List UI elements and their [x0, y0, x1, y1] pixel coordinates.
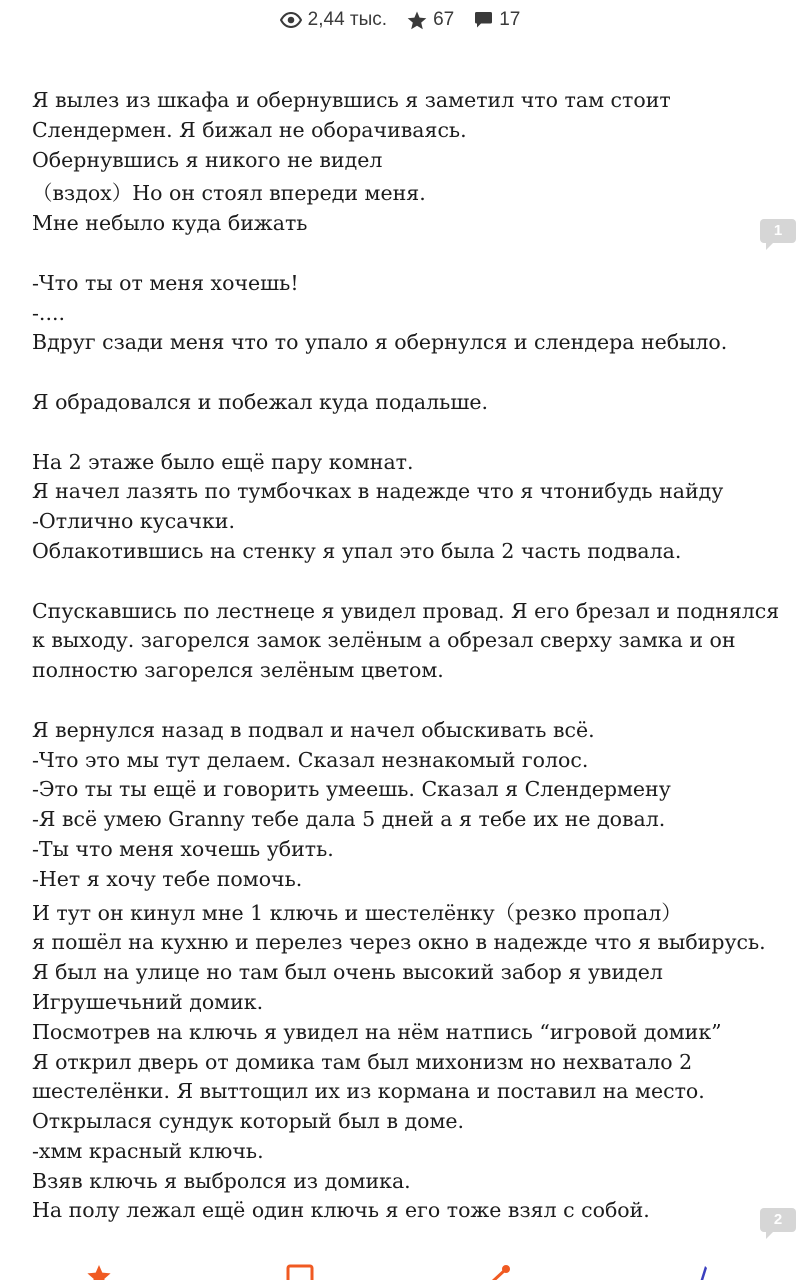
story-line: （вздох）Но он стоял впереди меня. [32, 181, 426, 206]
story-line: -.... [32, 300, 65, 325]
story-line: -Отлично кусачки. [32, 509, 235, 534]
story-line: Я открил дверь от домика там был михонизм но нехватало 2 [32, 1049, 693, 1074]
likes-count: 67 [433, 9, 455, 30]
story-line: Спускавшись по лестнеце я увидел провад. Я его брезал и поднялся [32, 598, 780, 623]
badge-tail [766, 1232, 773, 1239]
views-stat [280, 9, 387, 31]
story-line: И тут он кинул мне 1 ключь и шестелёнку（резко пропал） [32, 900, 682, 925]
comments-stat [474, 9, 520, 31]
story-line: -Что это мы тут делаем. Сказал незнакомый голос. [32, 747, 589, 772]
likes-stat [407, 9, 454, 31]
story-text [32, 86, 780, 1226]
story-blank-line [32, 358, 762, 388]
views-count: 2,44 тыс. [307, 9, 388, 30]
story-line: Я вылез из шкафа и обернувшись я заметил что там стоит [32, 88, 671, 112]
story-line: Я начел лазять по тумбочках в надежде что я чтонибудь найду [32, 479, 724, 504]
story-blank-line [32, 418, 762, 448]
story-line: Я вернулся назад в подвал и начел обыскивать всё. [32, 717, 595, 742]
story-line: На 2 этаже было ещё пару комнат. [32, 449, 414, 474]
story-line: Слендермен. Я бижал не оборачиваясь. [32, 117, 467, 142]
story-line: к выходу. загорелся замок зелёным а обрезал сверху замка и он [32, 628, 736, 653]
write-comment-button[interactable] [686, 1264, 712, 1280]
eye-icon [280, 12, 302, 28]
story-line: -Нет я хочу тебе помочь. [32, 866, 303, 891]
story-blank-line [32, 567, 762, 597]
paragraph-comment-count: 2 [760, 1208, 796, 1232]
paragraph-comment-count: 1 [760, 219, 796, 243]
badge-tail [766, 243, 773, 250]
speech-bubble-icon [474, 11, 493, 29]
story-line: Мне небыло куда бижать [32, 211, 308, 236]
story-blank-line [32, 239, 762, 269]
story-line: -Это ты ты ещё и говорить умеешь. Сказал я Слендермену [32, 777, 671, 802]
paragraph-comment-badge[interactable] [760, 1208, 796, 1238]
story-line: Я обрадовался и побежал куда подальше. [32, 389, 489, 414]
story-line: Игрушечьний домик. [32, 989, 264, 1014]
story-stats-bar [0, 4, 800, 36]
story-line: -хмм красный ключь. [32, 1138, 264, 1163]
story-line: шестелёнки. Я выттощил их из кормана и поставил на место. [32, 1079, 705, 1104]
story-line: -Что ты от меня хочешь! [32, 270, 299, 295]
story-line: На полу лежал ещё один ключь я его тоже взял с собой. [32, 1198, 650, 1223]
story-line: Обернувшись я никого не видел [32, 147, 383, 172]
story-line: Открылася сундук который был в доме. [32, 1109, 465, 1134]
story-line: Вдруг сзади меня что то упало я обернулся и слендера небыло. [32, 330, 728, 355]
story-line: Я был на улице но там был очень высокий забор я увидел [32, 960, 663, 985]
story-line: -Я всё умею Granny тебе дала 5 дней а я тебе их не довал. [32, 807, 666, 832]
story-blank-line [32, 686, 762, 716]
bottom-toolbar [0, 1262, 800, 1280]
share-icon [488, 1264, 514, 1280]
story-line: полностю загорелся зелёным цветом. [32, 658, 444, 683]
vote-button[interactable] [86, 1264, 112, 1280]
bookmark-icon [286, 1264, 314, 1280]
story-line: Посмотрев на ключь я увидел на нём натпись “игровой домик” [32, 1019, 722, 1044]
story-line: -Ты что меня хочешь убить. [32, 836, 334, 861]
story-line: Взяв ключь я выбролся из домика. [32, 1168, 411, 1193]
star-icon [86, 1264, 112, 1280]
paragraph-comment-badge[interactable] [760, 219, 796, 249]
comments-count: 17 [499, 9, 521, 30]
star-icon [407, 11, 427, 30]
add-to-library-button[interactable] [286, 1264, 314, 1280]
story-line: я пошёл на кухню и перелез через окно в надежде что я выбирусь. [32, 930, 766, 955]
pen-icon [686, 1264, 712, 1280]
share-button[interactable] [488, 1264, 514, 1280]
story-line: Облакотившись на стенку я упал это была 2 часть подвала. [32, 538, 682, 563]
